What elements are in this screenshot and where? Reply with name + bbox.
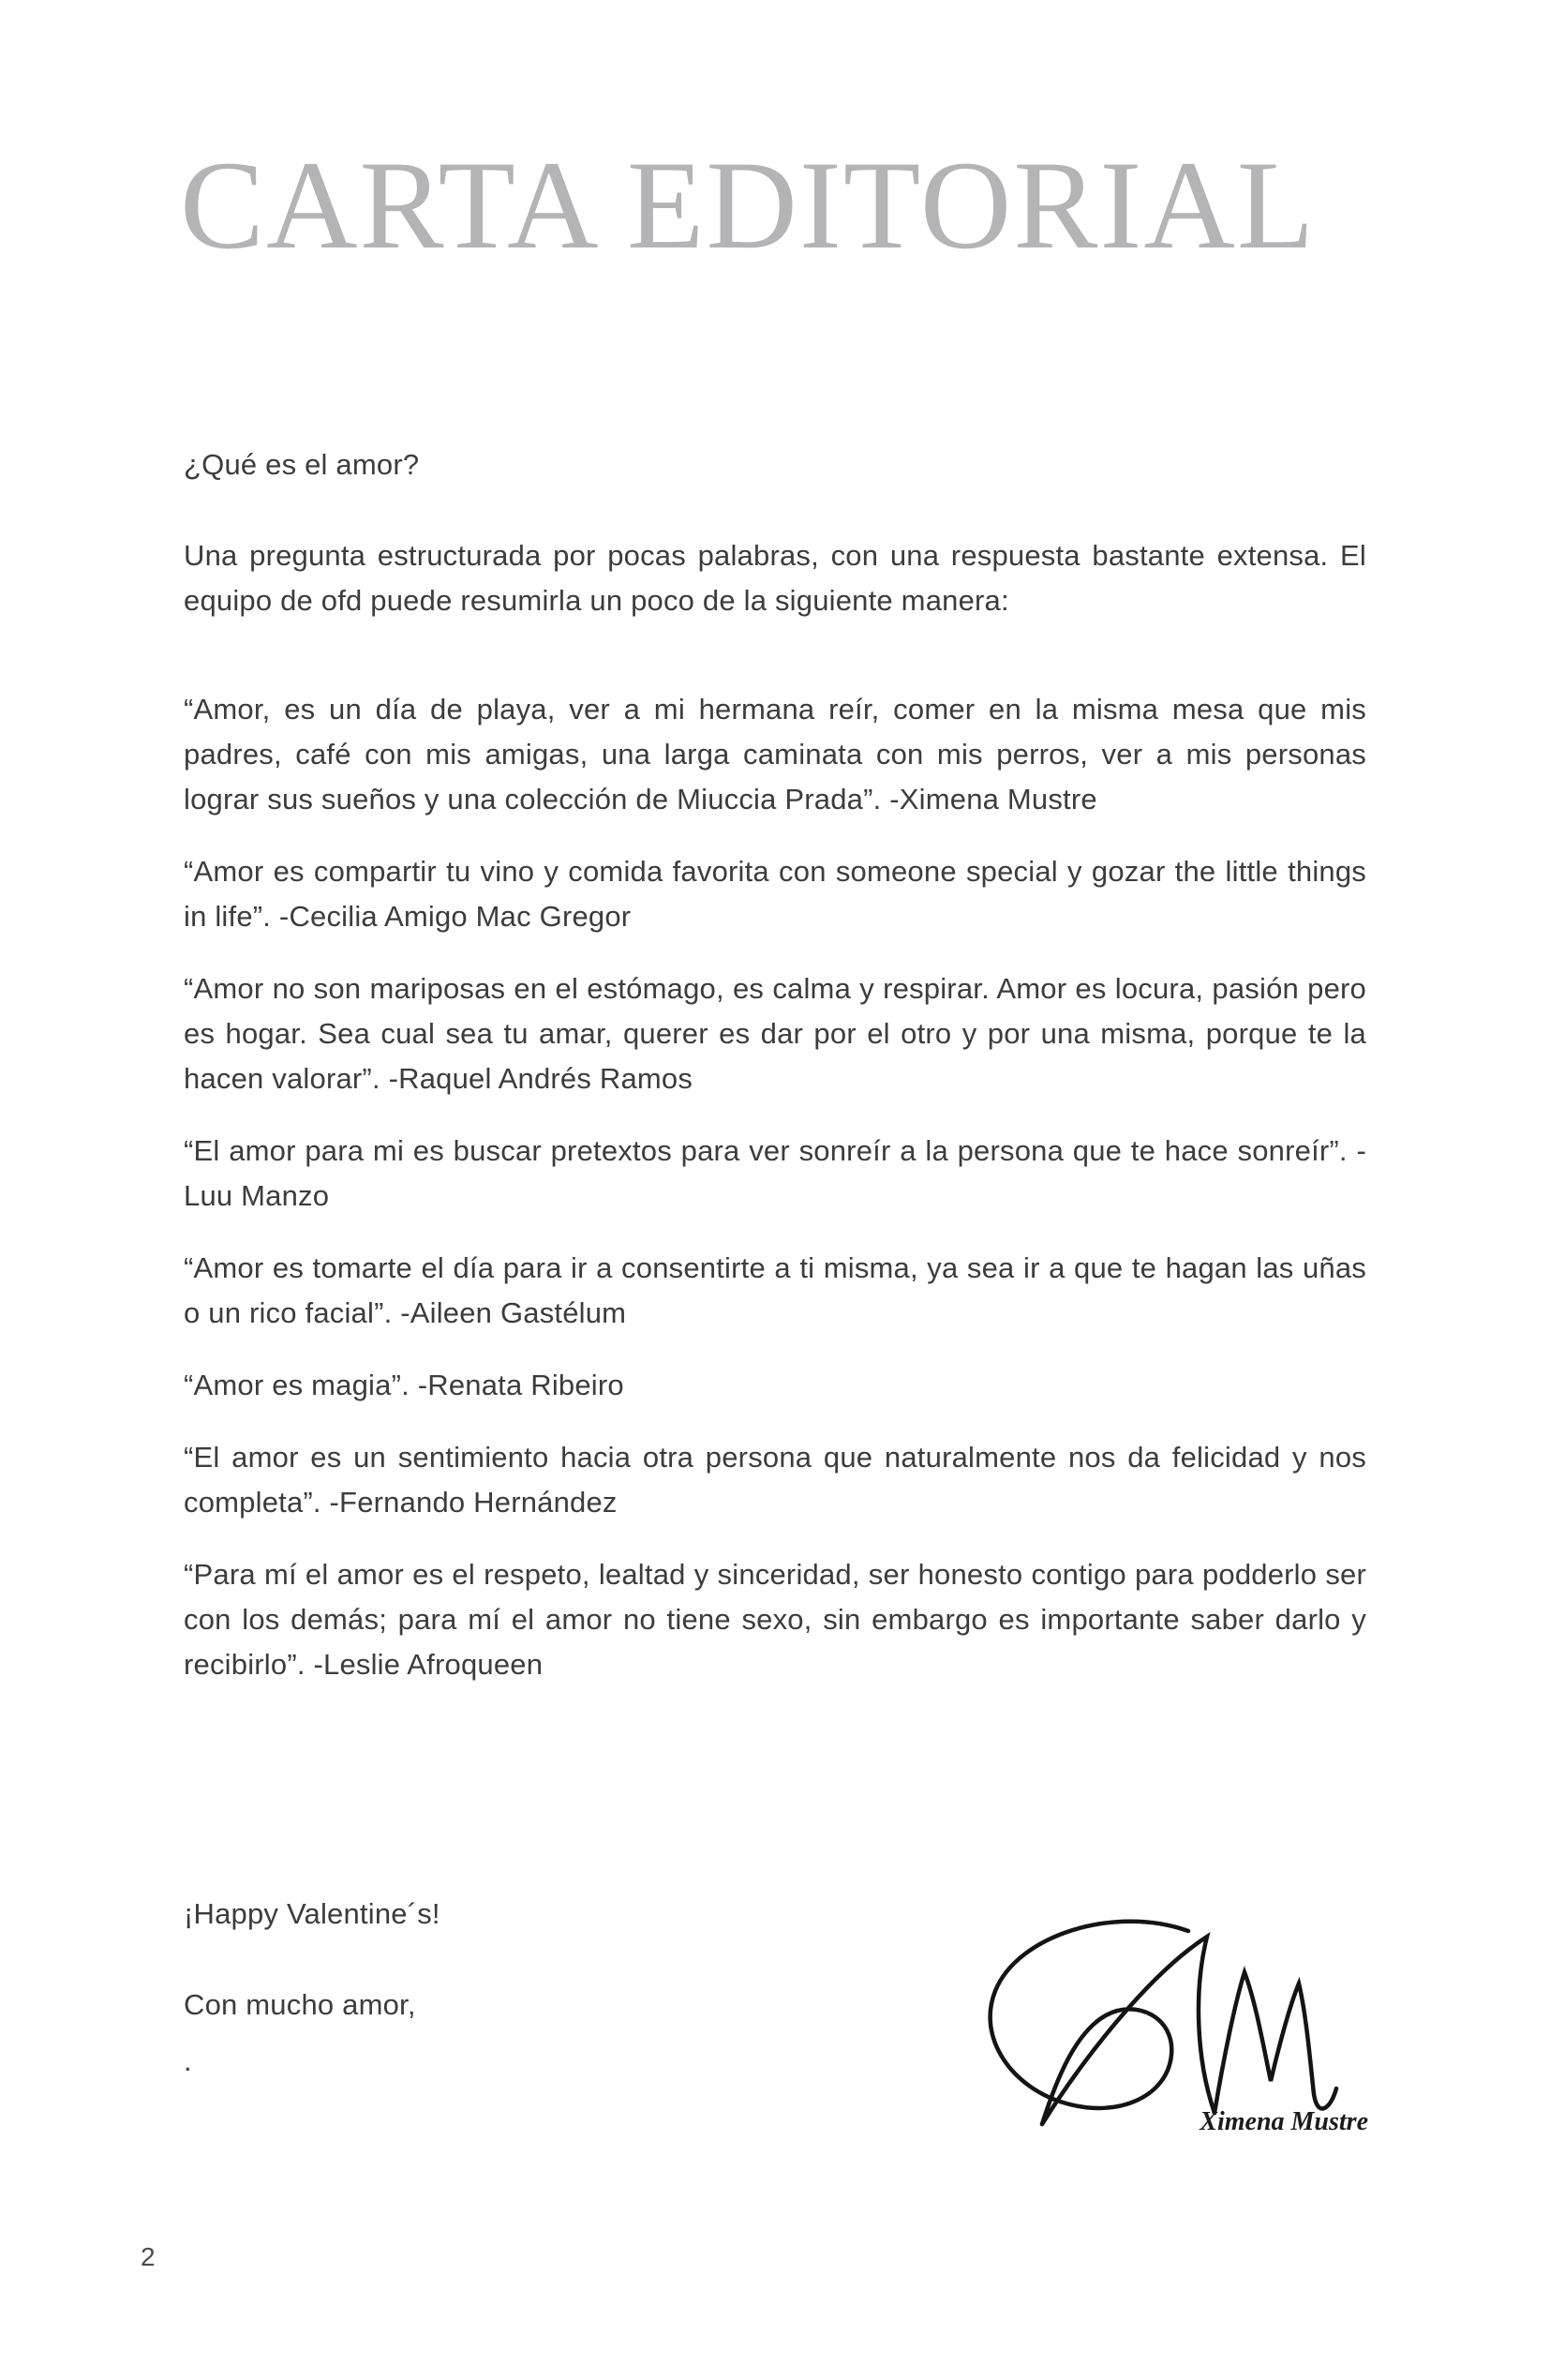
closing-signoff: Con mucho amor, [184, 1988, 416, 2021]
quote-paragraph: “El amor para mi es buscar pretextos para ver sonreír a la persona que te hace sonreír”. -Luu Manzo [184, 1134, 1366, 1212]
quote-paragraph: “Amor es tomarte el día para ir a consentirte a ti misma, ya sea ir a que te hagan las uñas o un rico facial”. -Aileen Gastélum [184, 1251, 1366, 1329]
editorial-question: ¿Qué es el amor? [184, 448, 420, 481]
page-number: 2 [141, 2242, 156, 2271]
page-title: CARTA EDITORIAL [180, 136, 1317, 276]
quote-paragraph: “Para mí el amor es el respeto, lealtad y sinceridad, ser honesto contigo para podderlo ser con los demás; para mí el amor no tiene sexo, sin embargo es importante saber darlo y recibirlo”. -Leslie Afroqueen [184, 1558, 1366, 1681]
signature-name: Ximena Mustre [1200, 2107, 1368, 2136]
editorial-letter-body [184, 442, 1366, 2084]
editorial-intro: Una pregunta estructurada por pocas palabras, con una respuesta bastante extensa. El equipo de ofd puede resumirla un poco de la siguiente manera: [184, 539, 1366, 617]
quote-paragraph: “Amor es compartir tu vino y comida favorita con someone special y gozar the little things in life”. -Cecilia Amigo Mac Gregor [184, 855, 1366, 933]
quote-paragraph: “Amor es magia”. -Renata Ribeiro [184, 1369, 624, 1401]
quote-paragraph: “El amor es un sentimiento hacia otra persona que naturalmente nos da felicidad y nos completa”. -Fernando Hernández [184, 1441, 1366, 1519]
closing-greeting: ¡Happy Valentine´s! [184, 1897, 440, 1930]
stray-dot: . [184, 2044, 192, 2077]
quote-paragraph: “Amor no son mariposas en el estómago, es calma y respirar. Amor es locura, pasión pero es hogar. Sea cual sea tu amar, querer es dar por el otro y por una misma, porque te la hacen valorar”. -Raquel Andrés Ramos [184, 972, 1366, 1095]
quote-paragraph: “Amor, es un día de playa, ver a mi hermana reír, comer en la misma mesa que mis padres, café con mis amigas, una larga caminata con mis perros, ver a mis personas lograr sus sueños y una colección de Miuccia Prada”. -Ximena Mustre [184, 693, 1366, 816]
